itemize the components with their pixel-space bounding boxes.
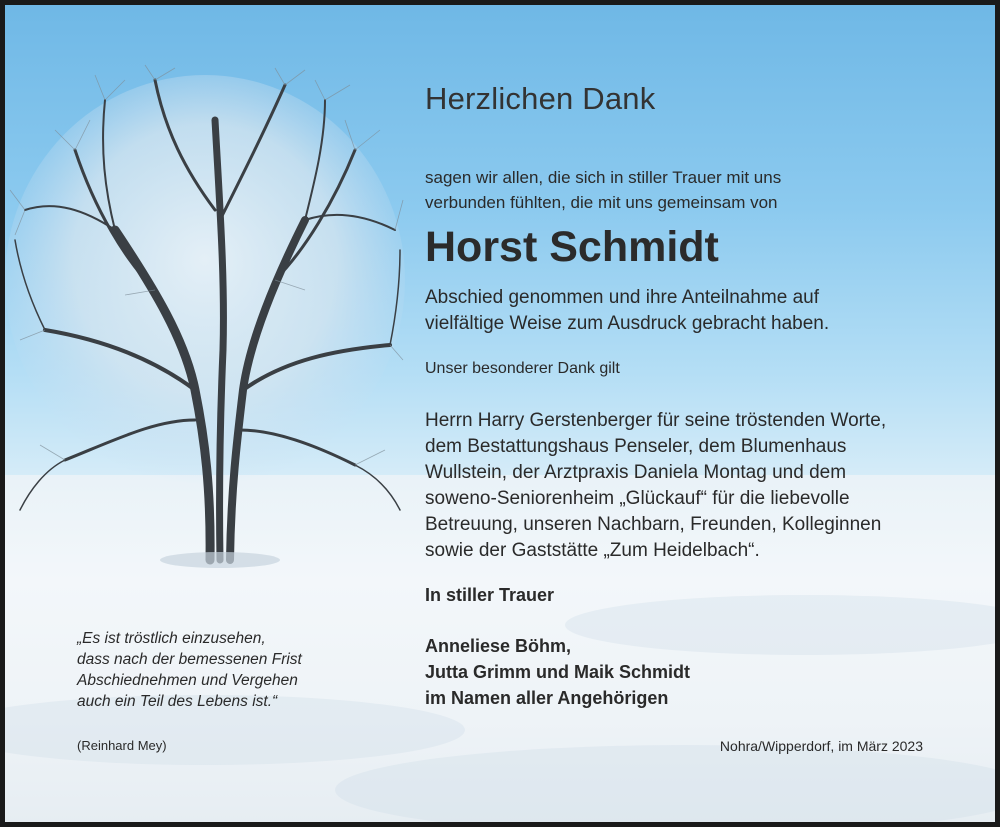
thanks-line: Betreuung, unseren Nachbarn, Freunden, Kolleginnen	[425, 514, 882, 535]
quote-line: „Es ist tröstlich einzusehen,	[77, 630, 266, 647]
farewell-line: Abschied genommen und ihre Anteilnahme auf	[425, 287, 819, 308]
thanks-line: Wullstein, der Arztpraxis Daniela Montag und dem	[425, 462, 847, 483]
quote-line: Abschiednehmen und Vergehen	[77, 672, 298, 689]
farewell-text	[425, 285, 945, 337]
signer-line: im Namen aller Angehörigen	[425, 688, 669, 708]
thanks-line: Herrn Harry Gerstenberger für seine tröstenden Worte,	[425, 410, 887, 431]
thanks-line: dem Bestattungshaus Penseler, dem Blumenhaus	[425, 436, 847, 457]
intro-line: sagen wir allen, die sich in stiller Trauer mit uns	[425, 168, 782, 187]
intro-line: verbunden fühlten, die mit uns gemeinsam von	[425, 193, 778, 212]
place-date: Nohra/Wipperdorf, im März 2023	[719, 738, 923, 754]
quote-line: dass nach der bemessenen Frist	[77, 651, 302, 668]
quote-line: auch ein Teil des Lebens ist.“	[77, 693, 278, 710]
thanks-line: sowie der Gaststätte „Zum Heidelbach“.	[425, 540, 760, 561]
deceased-name: Horst Schmidt	[425, 223, 719, 271]
heading: Herzlichen Dank	[425, 81, 656, 116]
quote-author: (Reinhard Mey)	[77, 738, 167, 753]
intro-text	[425, 165, 945, 215]
signer-line: Jutta Grimm und Maik Schmidt	[425, 662, 691, 682]
winter-tree-image	[5, 60, 405, 570]
signers	[425, 633, 690, 711]
mourning-label: In stiller Trauer	[425, 585, 555, 605]
thanks-line: soweno-Seniorenheim „Glückauf“ für die liebevolle	[425, 488, 850, 509]
signer-line: Anneliese Böhm,	[425, 636, 572, 656]
thanks-text	[425, 408, 965, 564]
farewell-line: vielfältige Weise zum Ausdruck gebracht haben.	[425, 313, 830, 334]
quote	[77, 628, 302, 712]
special-thanks-intro: Unser besonderer Dank gilt	[425, 360, 620, 377]
obituary-card	[5, 5, 995, 822]
